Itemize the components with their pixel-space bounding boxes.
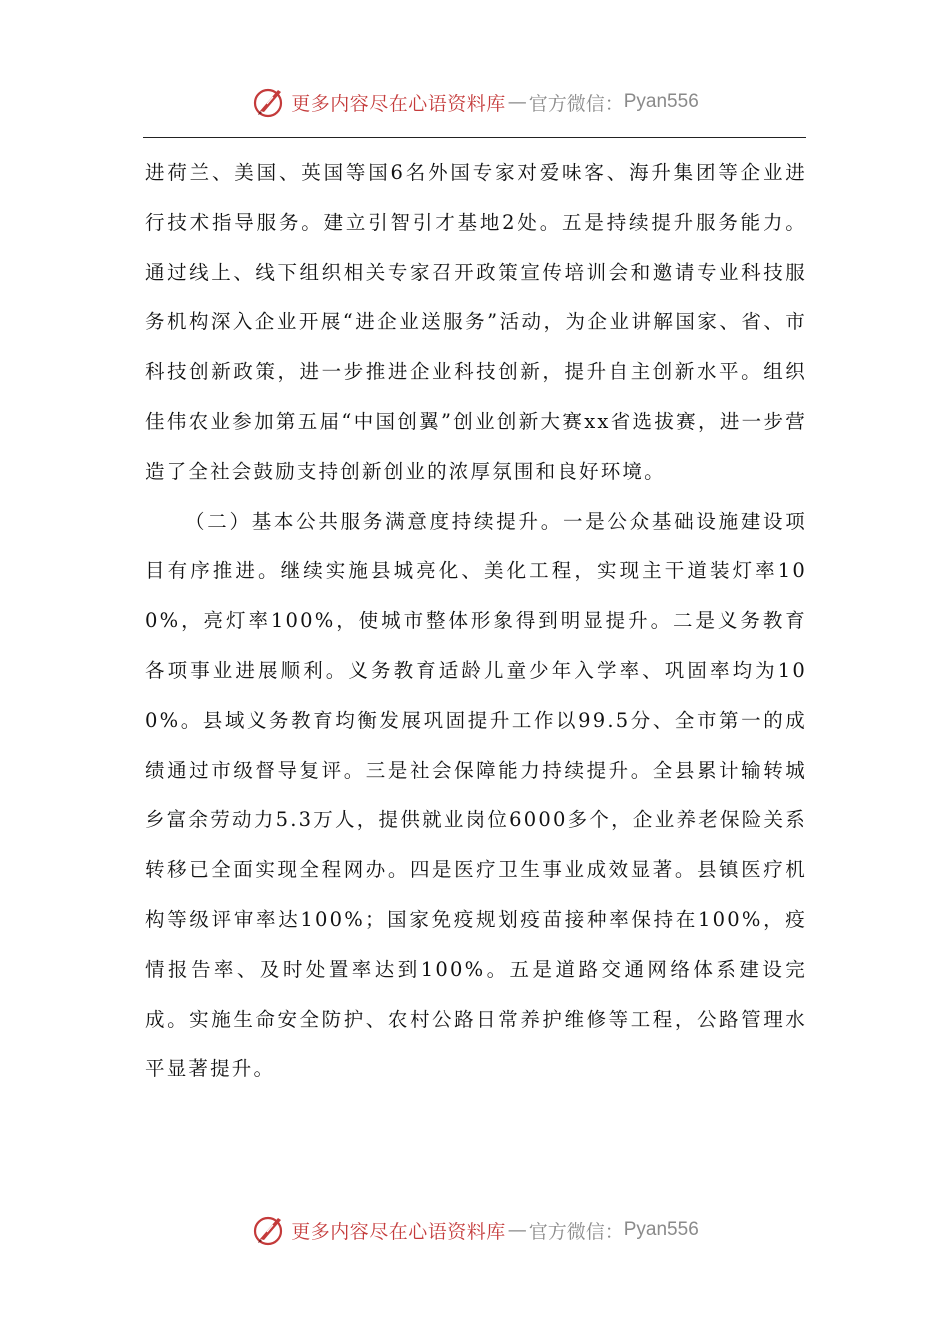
body-paragraph-2: （二）基本公共服务满意度持续提升。一是公众基础设施建设项目有序推进。继续实施县城亮化、美化工程，实现主干道装灯率100%，亮灯率100%，使城市整体形象得到明显提升。二是义务教育各项事业进展顺利。义务教育适龄儿童少年入学率、巩固率均为100%。县域义务教育均衡发展巩固提升工作以99.5分、全市第一的成绩通过市级督导复评。三是社会保障能力持续提升。全县累计输转城乡富余劳动力5.3万人，提供就业岗位6000多个，企业养老保险关系转移已全面实现全程网办。四是医疗卫生事业成效显著。县镇医疗机构等级评审率达100%；国家免疫规划疫苗接种率保持在100%，疫情报告率、及时处置率达到100%。五是道路交通网络体系建设完成。实施生命安全防护、农村公路日常养护维修等工程，公路管理水平显著提升。 bbox=[145, 509, 807, 1081]
quill-logo-icon bbox=[251, 1212, 287, 1248]
footer-wechat-label: 官方微信： bbox=[528, 1220, 624, 1243]
header-wechat-label: 官方微信： bbox=[528, 92, 624, 115]
footer-dash: — bbox=[507, 1219, 527, 1241]
header-wechat-id: Pyan556 bbox=[623, 91, 699, 112]
header-banner bbox=[0, 82, 950, 122]
footer-wechat-id: Pyan556 bbox=[623, 1219, 699, 1240]
header-divider bbox=[143, 137, 806, 138]
header-dash: — bbox=[507, 91, 527, 113]
quill-logo-icon bbox=[251, 84, 287, 120]
footer-brand-text: 更多内容尽在心语资料库 bbox=[291, 1220, 506, 1243]
document-body bbox=[145, 148, 807, 1094]
footer-banner bbox=[0, 1210, 950, 1250]
body-paragraph-1: 进荷兰、美国、英国等国6名外国专家对爱味客、海升集团等企业进行技术指导服务。建立引智引才基地2处。五是持续提升服务能力。通过线上、线下组织相关专家召开政策宣传培训会和邀请专业科技服务机构深入企业开展“进企业送服务”活动，为企业讲解国家、省、市科技创新政策，进一步推进企业科技创新，提升自主创新水平。组织佳伟农业参加第五届“中国创翼”创业创新大赛xx省选拔赛，进一步营造了全社会鼓励支持创新创业的浓厚氛围和良好环境。 bbox=[145, 161, 807, 483]
header-brand-text: 更多内容尽在心语资料库 bbox=[291, 92, 506, 115]
